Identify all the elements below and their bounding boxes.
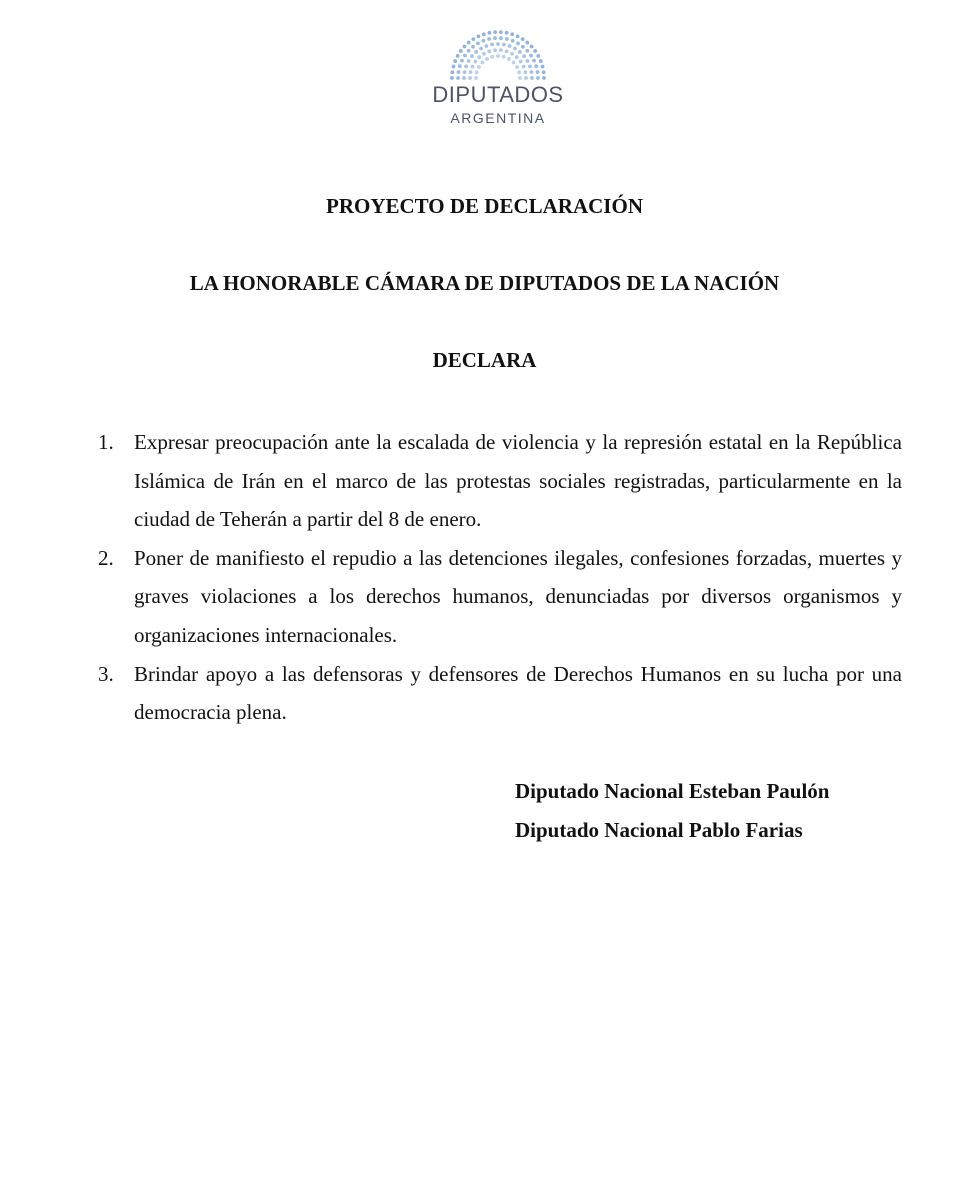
declaration-item [98,423,902,539]
document-type-heading: PROYECTO DE DECLARACIÓN [326,194,643,218]
declaration-items [98,423,902,732]
logo-name: DIPUTADOS [432,82,564,107]
signature-block [515,772,830,849]
item-text: Brindar apoyo a las defensoras y defensores de Derechos Humanos en su lucha por una democracia plena. [134,661,902,725]
declaration-item [98,655,902,732]
signature-line: Diputado Nacional Pablo Farias [515,817,803,842]
declares-heading: DECLARA [432,348,537,372]
item-text: Poner de manifiesto el repudio a las detenciones ilegales, confesiones forzadas, muertes y graves violaciones a los derechos humanos, denunciadas por diversos organismos y organizaciones internacionales. [134,545,902,647]
diputados-logo [418,26,578,130]
logo-country: ARGENTINA [450,110,546,126]
item-number: 2. [98,545,114,570]
item-number: 3. [98,661,114,686]
congress-semicircle-icon [438,26,558,82]
signature-line: Diputado Nacional Esteban Paulón [515,779,830,803]
declaration-item [98,539,902,655]
item-number: 1. [98,430,114,454]
chamber-heading: LA HONORABLE CÁMARA DE DIPUTADOS DE LA NACIÓN [189,271,780,295]
item-text: Expresar preocupación ante la escalada de violencia y la represión estatal en la República Islámica de Irán en el marco de las protestas sociales registradas, particularmente en la ciudad de Teherán a partir del 8 de enero. [134,430,902,532]
